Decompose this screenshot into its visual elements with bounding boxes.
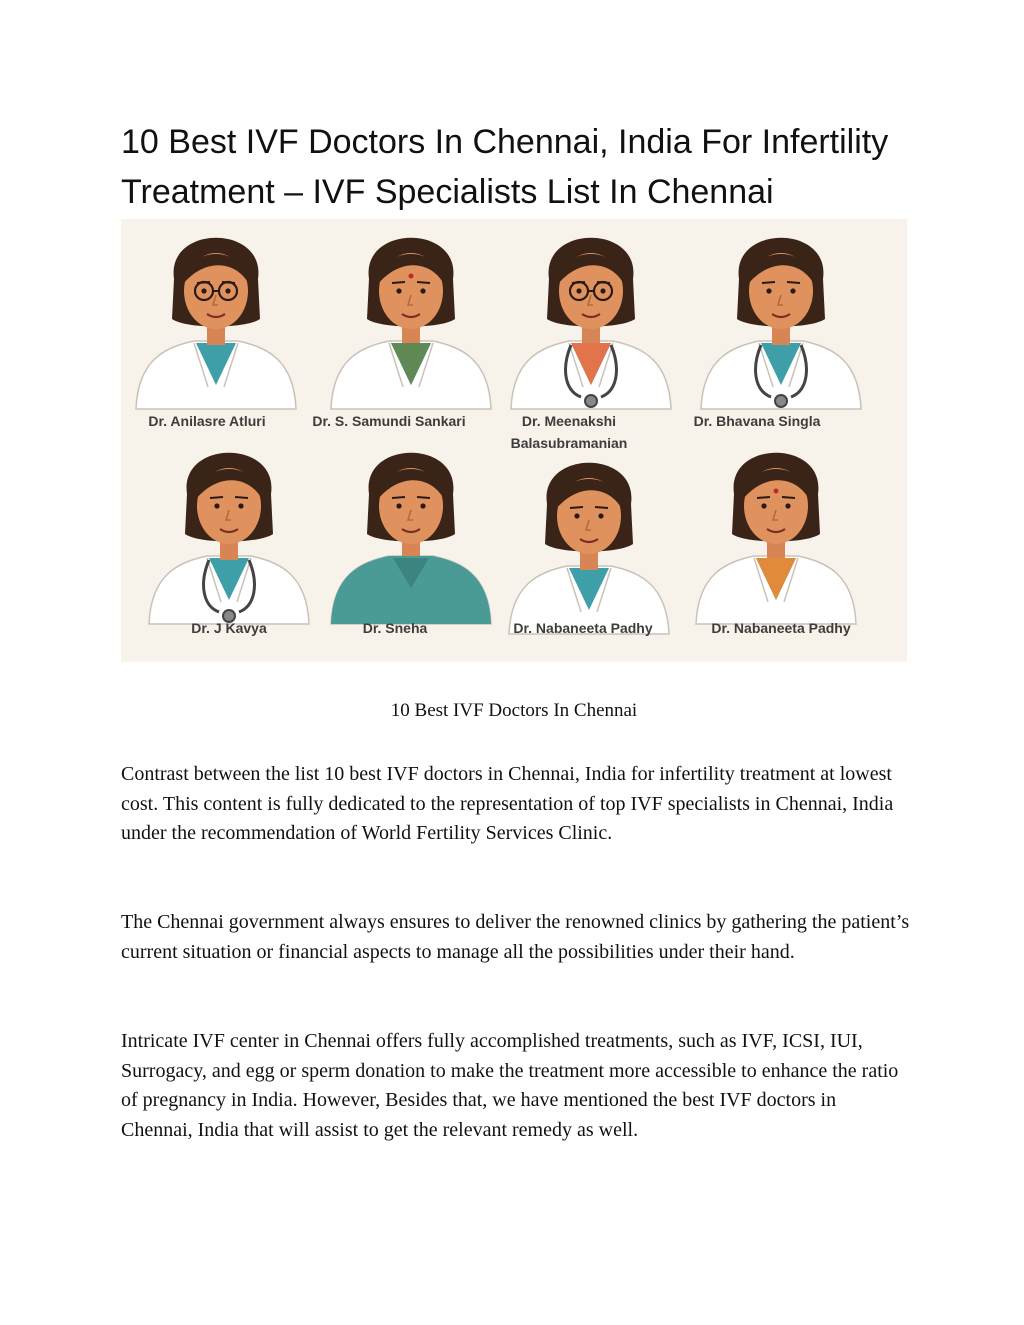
- paragraph-government: The Chennai government always ensures to deliver the renowned clinics by gathering the patient’s current situation or financial aspects to manage all the possibilities under their hand.: [121, 911, 910, 963]
- doctor-name-6: Dr. Sneha: [362, 620, 428, 636]
- image-caption: 10 Best IVF Doctors In Chennai: [390, 700, 638, 721]
- doctor-portrait-6: [331, 453, 491, 624]
- doctor-portrait-5: [149, 453, 309, 624]
- doctors-illustration: [121, 219, 907, 662]
- doctor-name-5: Dr. J Kavya: [191, 620, 267, 636]
- doctor-name-2: Dr. S. Samundi Sankari: [312, 413, 466, 429]
- doctor-portrait-7: [509, 463, 669, 634]
- doctor-portrait-3: [511, 238, 671, 409]
- doctor-portrait-1: [136, 238, 296, 409]
- doctor-portrait-8: [696, 453, 856, 624]
- paragraph-treatments: Intricate IVF center in Chennai offers fully accomplished treatments, such as IVF, ICSI, IUI, Surrogacy, and egg or sperm donation to make the treatment more accessible to enhance the ratio of pregnancy in India. However, Besides that, we have mentioned the best IVF doctors in Chennai, India that will assist to get the relevant remedy as well.: [121, 1030, 899, 1141]
- doctor-name-7: Dr. Nabaneeta Padhy: [513, 620, 653, 636]
- doctor-portrait-4: [701, 238, 861, 409]
- doctor-name-4: Dr. Bhavana Singla: [693, 413, 821, 429]
- doctor-portrait-2: [331, 238, 491, 409]
- doctors-illustration-svg: [121, 219, 907, 662]
- paragraph-intro: Contrast between the list 10 best IVF doctors in Chennai, India for infertility treatment at lowest cost. This content is fully dedicated to the representation of top IVF specialists in Chennai, India under the recommendation of World Fertility Services Clinic.: [121, 763, 894, 844]
- doctor-name-3b: Balasubramanian: [510, 435, 628, 451]
- doctor-name-8: Dr. Nabaneeta Padhy: [711, 620, 851, 636]
- doctor-name-1: Dr. Anilasre Atluri: [148, 413, 266, 429]
- doctor-name-3a: Dr. Meenakshi: [521, 413, 617, 429]
- page-title: 10 Best IVF Doctors In Chennai, India For Infertility Treatment – IVF Specialists List In Chennai: [121, 123, 889, 211]
